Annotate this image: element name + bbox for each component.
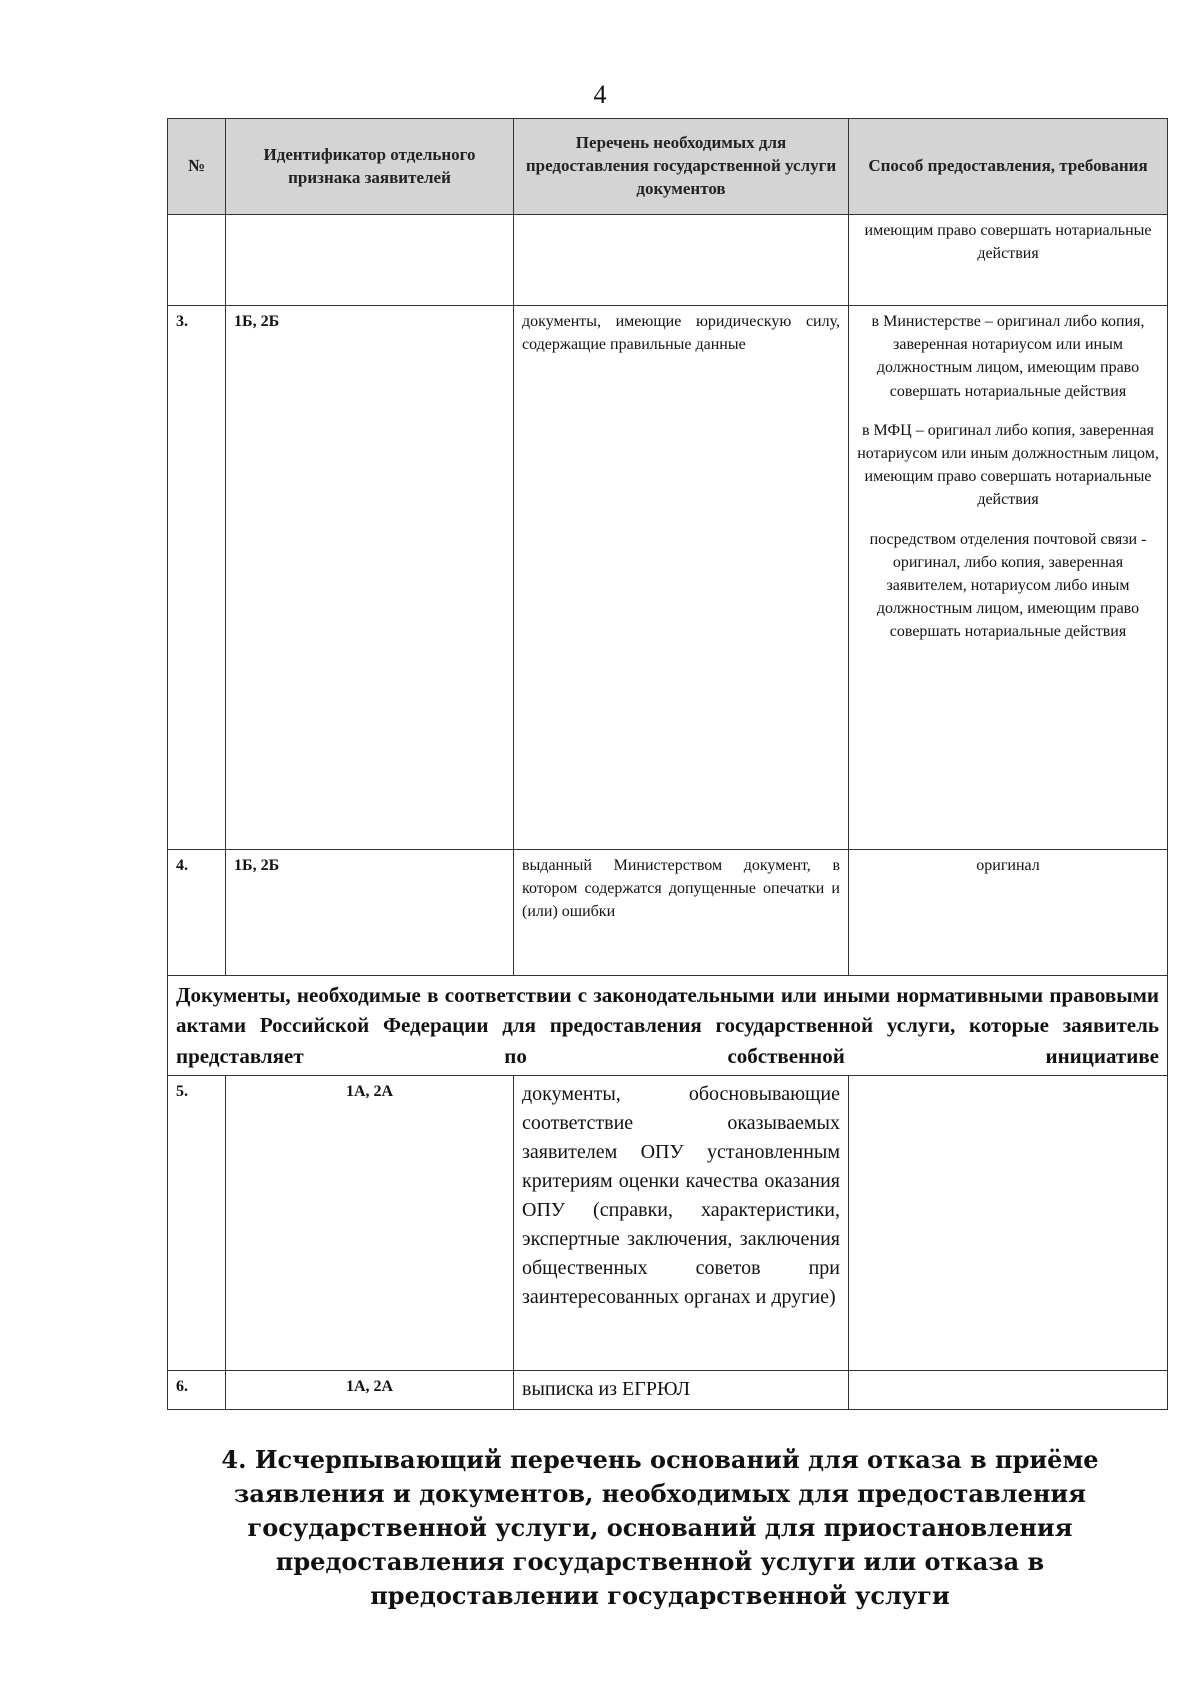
page-number: 4 [593, 80, 607, 109]
cell-num: 4. [168, 850, 226, 976]
cell-method-continuation: имеющим право совершать нотариальные действия [849, 215, 1168, 306]
header-documents: Перечень необходимых для предоставления государственной услуги документов [514, 119, 849, 215]
cell-method [849, 1371, 1168, 1410]
table-row-5 [168, 1076, 1168, 1371]
table-row-4 [168, 850, 1168, 976]
section-title: Документы, необходимые в соответствии с законодательными или иными нормативными правовыми актами Российской Федерации для предоставления государственной услуги, которые заявитель представляет по собственной инициативе [168, 976, 1168, 1076]
cell-num: 5. [168, 1076, 226, 1371]
header-num: № [168, 119, 226, 215]
cell-document: документы, имеющие юридическую силу, содержащие правильные данные [514, 306, 849, 850]
section-title-row [168, 976, 1168, 1076]
cell-num: 3. [168, 306, 226, 850]
table-row-3 [168, 306, 1168, 850]
cell-empty [514, 215, 849, 306]
header-identifier: Идентификатор отдельного признака заявителей [226, 119, 514, 215]
cell-identifier: 1А, 2А [226, 1371, 514, 1410]
table-row-6 [168, 1371, 1168, 1410]
cell-method: оригинал [849, 850, 1168, 976]
table-row-continuation [168, 215, 1168, 306]
section-heading: 4. Исчерпывающий перечень оснований для отказа в приёме заявления и документов, необходимых для предоставления государственной услуги, оснований для приостановления предоставления государственной услуги или отказа в предоставлении государственной услуги [221, 1445, 1099, 1611]
cell-identifier: 1А, 2А [226, 1076, 514, 1371]
cell-empty [168, 215, 226, 306]
method-ministry: в Министерстве – оригинал либо копия, заверенная нотариусом или иным должностным лицом, имеющим право совершать нотариальные действия [871, 313, 1145, 400]
cell-identifier: 1Б, 2Б [226, 306, 514, 850]
documents-table [167, 118, 1168, 1410]
cell-identifier: 1Б, 2Б [226, 850, 514, 976]
cell-method [849, 1076, 1168, 1371]
cell-document: выписка из ЕГРЮЛ [514, 1371, 849, 1410]
method-mfc: в МФЦ – оригинал либо копия, заверенная нотариусом или иным должностным лицом, имеющим право совершать нотариальные действия [857, 421, 1159, 509]
cell-document: выданный Министерством документ, в котором содержатся допущенные опечатки и (или) ошибки [514, 850, 849, 976]
cell-document: документы, обосновывающие соответствие оказываемых заявителем ОПУ установленным критериям оценки качества оказания ОПУ (справки, характеристики, экспертные заключения, заключения общественных советов при заинтересованных органах и другие) [514, 1076, 849, 1371]
table-header-row [168, 119, 1168, 215]
method-post: посредством отделения почтовой связи - оригинал, либо копия, заверенная заявителем, нотариусом либо иным должностным лицом, имеющим право совершать нотариальные действия [869, 530, 1147, 641]
header-method: Способ предоставления, требования [849, 119, 1168, 215]
cell-method [849, 306, 1168, 850]
cell-empty [226, 215, 514, 306]
cell-num: 6. [168, 1371, 226, 1410]
